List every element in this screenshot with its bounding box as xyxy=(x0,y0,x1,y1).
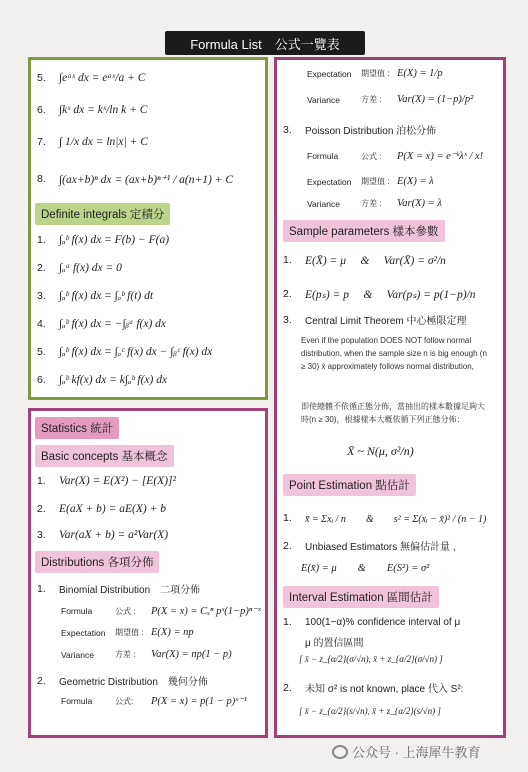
integral-item: 7. ∫ 1/x dx = ln|x| + C xyxy=(37,136,148,148)
interval-formula-1: [ x̄ − z_{α/2}(σ/√n), x̄ + z_{α/2}(σ/√n) ] xyxy=(299,654,443,664)
poisson-variance-row: Variance 方差 : Var(X) = λ xyxy=(307,198,442,209)
geometric-title: 2. Geometric Distribution 幾何分佈 xyxy=(37,674,208,688)
statistics-panel xyxy=(28,408,268,738)
integral-item: 8. ∫(ax+b)ⁿ dx = (ax+b)ⁿ⁺¹ / a(n+1) + C xyxy=(37,173,233,186)
statistics-header: Statistics 統計 xyxy=(35,417,119,439)
point-item: 2. Unbiased Estimators 無偏估計量 , xyxy=(283,539,456,553)
distributions-header: Distributions 各項分佈 xyxy=(35,551,159,573)
integral-item: 6. ∫kˣ dx = kˣ/ln k + C xyxy=(37,104,148,116)
poisson-formula-row: Formula 公式 : P(X = x) = e⁻ᵏλˣ / x! xyxy=(307,151,484,162)
interval-estimation-header: Interval Estimation 區間估計 xyxy=(283,586,439,608)
watermark xyxy=(332,742,481,761)
definite-item: 2. ∫ₐᵃ f(x) dx = 0 xyxy=(37,262,122,274)
clt-title: 3. Central Limit Theorem 中心極限定理 xyxy=(283,313,467,327)
basic-item: 2. E(aX + b) = aE(X) + b xyxy=(37,503,166,515)
watermark-text: 公众号 · 上海犀牛教育 xyxy=(352,745,481,760)
geometric-variance-row: Variance 方差 : Var(X) = (1−p)/p² xyxy=(307,94,474,105)
basic-item: 3. Var(aX + b) = a²Var(X) xyxy=(37,529,169,541)
integrals-panel xyxy=(28,57,268,400)
interval-formula-2: [ x̄ − z_{α/2}(s/√n), x̄ + z_{α/2}(s/√n) ] xyxy=(299,706,441,716)
sample-item: 1. E(X̄) = μ & Var(X̄) = σ²/n xyxy=(283,254,446,267)
definite-item: 1. ∫ₐᵇ f(x) dx = F(b) − F(a) xyxy=(37,234,170,246)
basic-item: 1. Var(X) = E(X²) − [E(X)]² xyxy=(37,475,176,487)
binomial-formula-row: Formula 公式 : P(X = x) = Cₓⁿ pˣ(1−p)ⁿ⁻ˣ xyxy=(61,606,261,617)
binomial-title: 1. Binomial Distribution 二項分佈 xyxy=(37,582,201,596)
point-estimation-header: Point Estimation 點估計 xyxy=(283,474,416,496)
geometric-expectation-row: Expectation 期望值 : E(X) = 1/p xyxy=(307,68,443,79)
right-panel xyxy=(274,57,506,738)
clt-chinese-text: 即使總體不依循正態分佈，當抽出的樣本數據足夠大時(n ≥ 30)，根據樣本大概依循下列正態分佈： xyxy=(301,402,485,424)
definite-item: 3. ∫ₐᵇ f(x) dx = ∫ₐᵇ f(t) dt xyxy=(37,290,154,302)
binomial-variance-row: Variance 方差 : Var(X) = np(1 − p) xyxy=(61,649,232,660)
interval-item: μ 的置信區間 xyxy=(305,638,364,649)
definite-item: 6. ∫ₐᵇ kf(x) dx = k∫ₐᵇ f(x) dx xyxy=(37,374,168,386)
point-item: 1. x̄ = Σxᵢ / n & s² = Σ(xᵢ − x̄)² / (n − 1) xyxy=(283,511,487,525)
interval-item: 1. 100(1−α)% confidence interval of μ xyxy=(283,616,461,628)
basic-concepts-header: Basic concepts 基本概念 xyxy=(35,445,174,467)
poisson-title: 3. Poisson Distribution 泊松分佈 xyxy=(283,123,437,137)
definite-item: 5. ∫ₐᵇ f(x) dx = ∫ₐᶜ f(x) dx − ∫ᵦᶜ f(x) dx xyxy=(37,346,213,358)
point-formula: E(x̄) = μ & E(S²) = σ² xyxy=(301,563,430,574)
binomial-expectation-row: Expectation 期望值 : E(X) = np xyxy=(61,627,194,638)
interval-item-2: 2. 未知 σ² is not known, place 代入 S²: xyxy=(283,681,464,695)
clt-english-text: Even if the population DOES NOT follow normal distribution, when the sample size n is big enough (n ≥ 30) x̄ approximately follows normal distribution, xyxy=(301,336,487,371)
definite-integrals-header: Definite integrals 定積分 xyxy=(35,203,170,225)
integral-item: 5. ∫eᵃˣ dx = eᵃˣ/a + C xyxy=(37,72,146,84)
page-title: Formula List 公式一覽表 xyxy=(165,31,365,55)
definite-item: 4. ∫ₐᵇ f(x) dx = −∫ᵦᵃ f(x) dx xyxy=(37,318,167,330)
poisson-expectation-row: Expectation 期望值 : E(X) = λ xyxy=(307,176,434,187)
wechat-icon xyxy=(332,745,348,759)
sample-parameters-header: Sample parameters 樣本參數 xyxy=(283,220,445,242)
geometric-formula-row: Formula 公式: P(X = x) = p(1 − p)ˣ⁻¹ xyxy=(61,696,247,707)
clt-formula: X̄ ~ N(μ, σ²/n) xyxy=(347,444,414,458)
sample-item: 2. E(pₛ) = p & Var(pₛ) = p(1−p)/n xyxy=(283,288,476,301)
